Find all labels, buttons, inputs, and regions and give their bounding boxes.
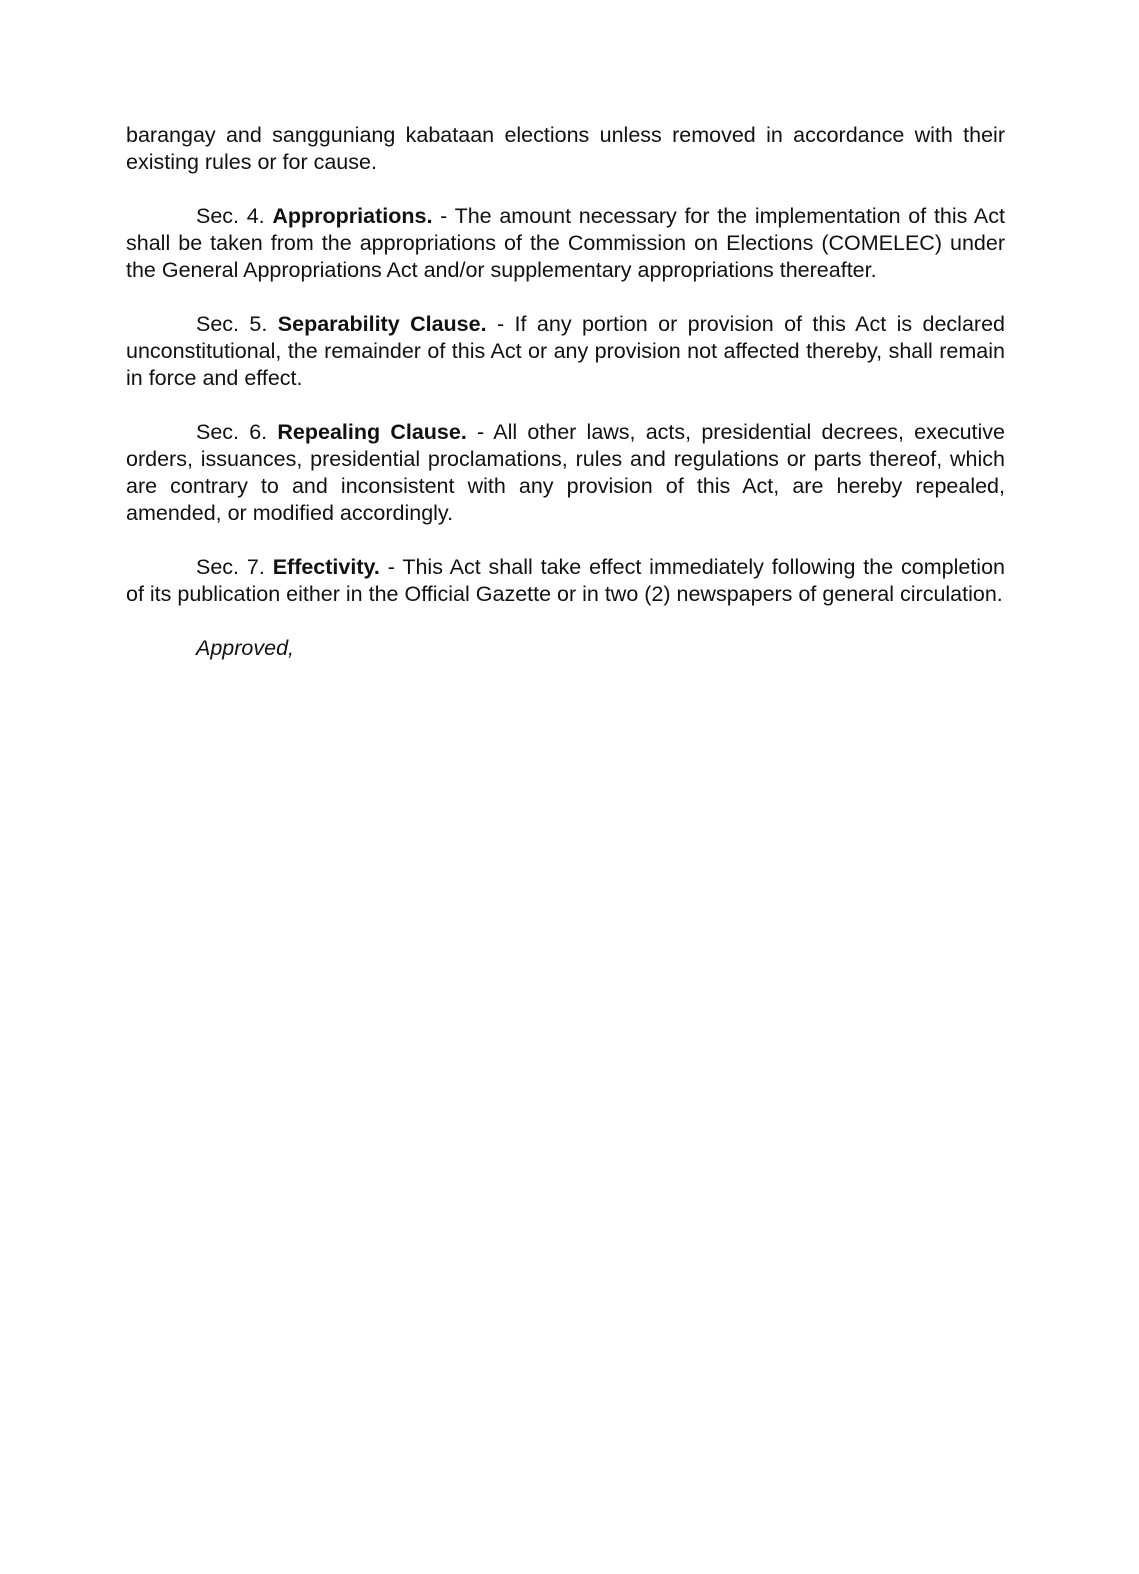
section-6-number: Sec. 6. xyxy=(196,420,268,444)
closing-approved: Approved, xyxy=(196,636,295,660)
continuation-paragraph: barangay and sangguniang kabataan elections unless removed in accordance with their existing rules or for cause. xyxy=(126,123,1005,174)
section-5-paragraph xyxy=(126,311,1005,392)
section-4-text: - The amount necessary for the implementation of this Act shall be taken from the appropriations of the Commission on Elections (COMELEC) under the General Appropriations Act and/or supplementary appropriations thereafter. xyxy=(126,204,1005,282)
section-6-text: - All other laws, acts, presidential decrees, executive orders, issuances, presidential proclamations, rules and regulations or parts thereof, which are contrary to and inconsistent with any provision of this Act, are hereby repealed, amended, or modified accordingly. xyxy=(126,420,1005,525)
section-5-title: Separability Clause. xyxy=(277,312,487,336)
section-6-title: Repealing Clause. xyxy=(277,420,467,444)
document-body xyxy=(126,122,1005,662)
section-6-paragraph xyxy=(126,419,1005,527)
section-5-text: - If any portion or provision of this Act is declared unconstitutional, the remainder of this Act or any provision not affected thereby, shall remain in force and effect. xyxy=(126,312,1005,390)
section-4-paragraph xyxy=(126,203,1005,284)
section-7-title: Effectivity. xyxy=(272,555,380,579)
section-4-title: Appropriations. xyxy=(272,204,433,228)
section-7-text: - This Act shall take effect immediately following the completion of its publication either in the Official Gazette or in two (2) newspapers of general circulation. xyxy=(126,555,1005,606)
section-7-paragraph xyxy=(126,554,1005,608)
section-4-number: Sec. 4. xyxy=(196,204,265,228)
section-7-number: Sec. 7. xyxy=(196,555,265,579)
section-5-number: Sec. 5. xyxy=(196,312,268,336)
